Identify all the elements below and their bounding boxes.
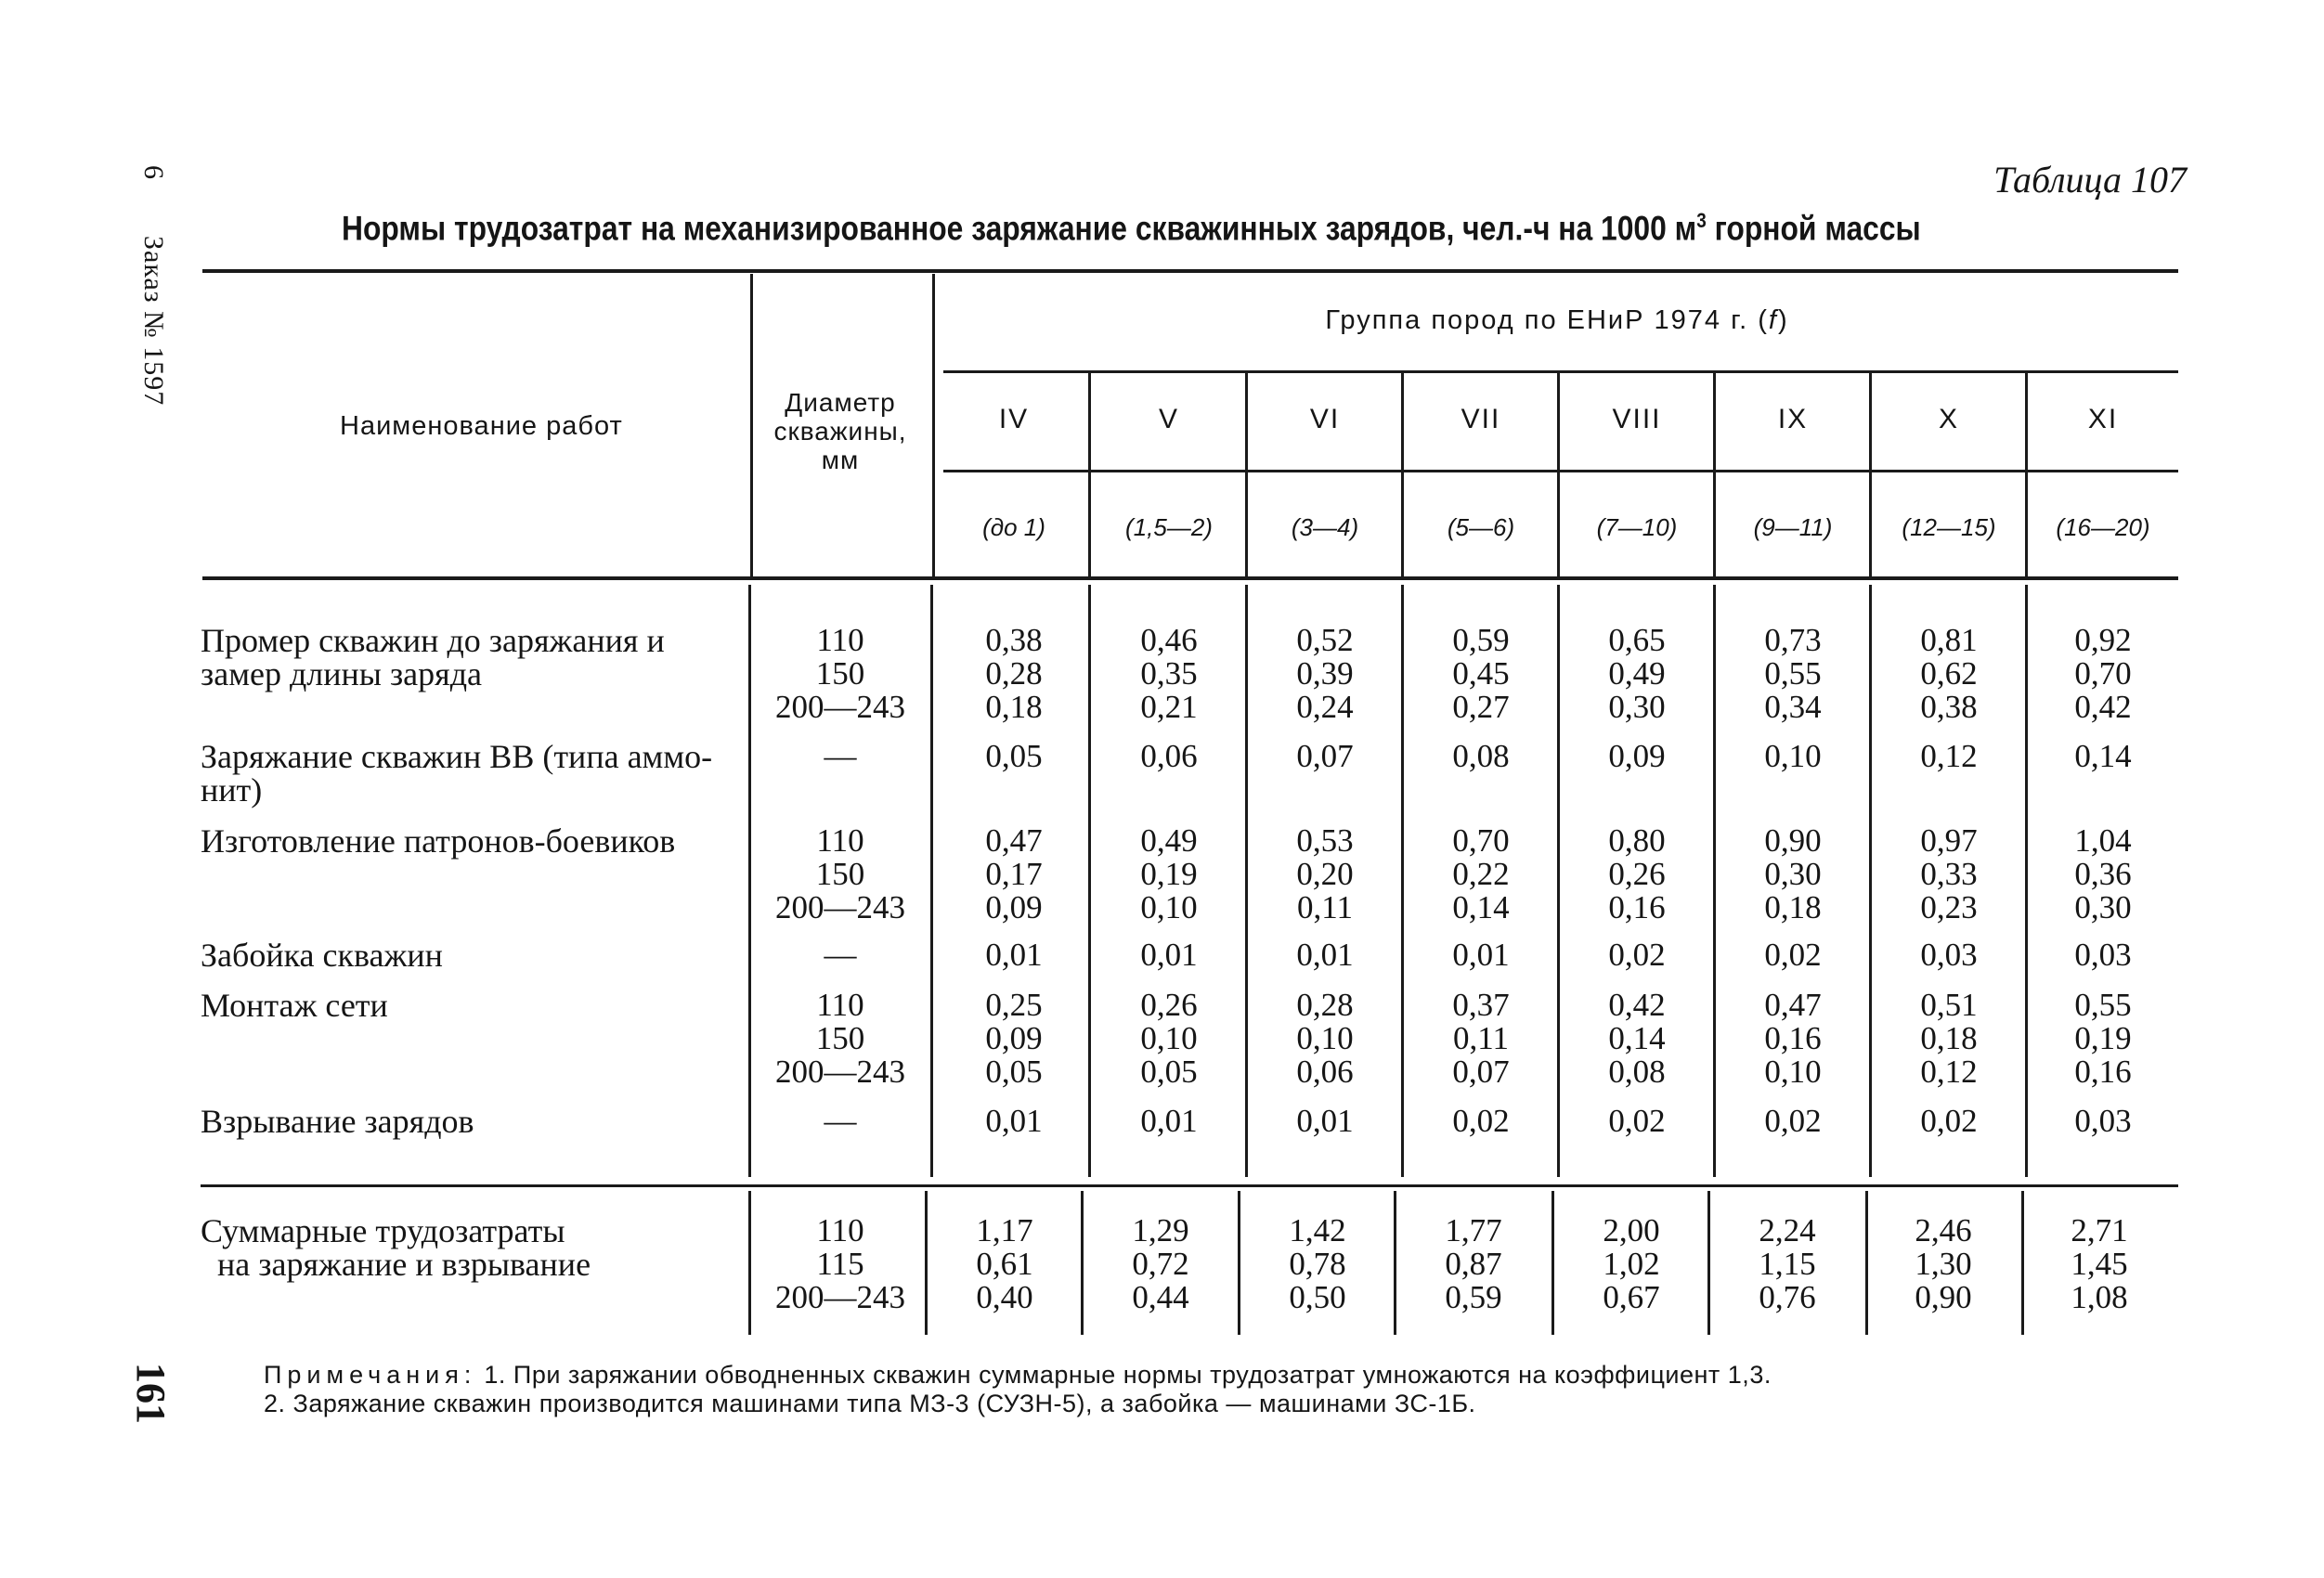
diameter-value: 110 — [816, 822, 864, 859]
norm-value: 0,01 — [985, 1103, 1043, 1139]
value-cell — [1407, 1105, 1555, 1138]
norm-value: 0,24 — [1296, 689, 1354, 725]
norm-value: 0,25 — [985, 987, 1043, 1023]
norm-value: 0,90 — [1764, 822, 1822, 859]
value-cell — [1095, 824, 1243, 925]
value-cell — [1243, 1214, 1392, 1314]
norm-value: 0,01 — [1140, 937, 1198, 973]
value-cell — [1713, 1214, 1862, 1314]
norm-value: 0,59 — [1452, 622, 1510, 658]
rule-top — [202, 269, 2178, 273]
value-cell — [1875, 740, 2023, 773]
work-name — [201, 824, 675, 858]
table-title — [342, 209, 1921, 248]
value-cell — [1719, 824, 1867, 925]
norm-value: 0,06 — [1296, 1054, 1354, 1090]
norm-value: 0,03 — [2074, 1103, 2132, 1139]
norm-value: 0,55 — [2074, 987, 2132, 1023]
value-cell — [1875, 824, 2023, 925]
margin-page-number-top: 6 — [138, 165, 169, 180]
header-diameter-line: скважины, — [773, 417, 907, 446]
rule-header-bottom — [202, 576, 2178, 580]
norm-value: 0,49 — [1140, 822, 1198, 859]
norm-value: 0,90 — [1915, 1279, 1972, 1315]
diameter-value: — — [824, 738, 857, 774]
norm-value: 0,20 — [1296, 856, 1354, 892]
norm-value: 0,30 — [1608, 689, 1666, 725]
norm-value: 0,18 — [1920, 1020, 1978, 1056]
norm-value: 0,38 — [1920, 689, 1978, 725]
norm-value: 2,46 — [1915, 1212, 1972, 1248]
work-name-line: Забойка скважин — [201, 937, 443, 974]
norm-value: 0,14 — [1608, 1020, 1666, 1056]
norm-value: 2,24 — [1759, 1212, 1816, 1248]
value-cell — [1875, 1105, 2023, 1138]
title-superscript: 3 — [1696, 209, 1707, 232]
work-name-line: Промер скважин до заряжания и — [201, 622, 665, 659]
note-text-1: 1. При заряжании обводненных скважин суммарные нормы трудозатрат умножаются на коэффициент 1,3. — [476, 1361, 1772, 1389]
norm-value: 0,11 — [1453, 1020, 1509, 1056]
group-range: (1,5—2) — [1125, 513, 1213, 541]
norm-value: 0,11 — [1297, 889, 1353, 925]
vrule-header-3 — [1088, 373, 1091, 576]
norm-value: 0,16 — [2074, 1054, 2132, 1090]
value-cell — [930, 1214, 1079, 1314]
vrule-header-1 — [750, 274, 753, 576]
vrule-total-7 — [1707, 1191, 1710, 1335]
norm-value: 0,03 — [1920, 937, 1978, 973]
work-name — [201, 740, 712, 807]
group-range: (12—15) — [1902, 513, 1996, 541]
group-range: (до 1) — [982, 513, 1045, 541]
rule-roman-under — [943, 470, 2178, 472]
norm-value: 0,02 — [1608, 937, 1666, 973]
value-cell — [1251, 624, 1399, 724]
norm-value: 0,67 — [1603, 1279, 1660, 1315]
value-cell — [1719, 989, 1867, 1089]
norm-value: 1,77 — [1445, 1212, 1502, 1248]
norm-value: 0,17 — [985, 856, 1043, 892]
group-range: (5—6) — [1447, 513, 1515, 541]
vrule-total-8 — [1865, 1191, 1868, 1335]
group-roman: VII — [1461, 404, 1501, 434]
norm-value: 0,10 — [1764, 738, 1822, 774]
norm-value: 0,08 — [1608, 1054, 1666, 1090]
value-cell — [1095, 938, 1243, 972]
diameter-value: 110 — [816, 622, 864, 658]
norm-value: 0,55 — [1764, 655, 1822, 692]
norm-value: 1,29 — [1132, 1212, 1189, 1248]
norm-value: 0,62 — [1920, 655, 1978, 692]
norm-value: 0,80 — [1608, 822, 1666, 859]
norm-value: 0,42 — [2074, 689, 2132, 725]
table-notes — [264, 1361, 1772, 1418]
norm-value: 2,71 — [2071, 1212, 2128, 1248]
norm-value: 0,36 — [2074, 856, 2132, 892]
norm-value: 0,03 — [2074, 937, 2132, 973]
group-range: (7—10) — [1596, 513, 1678, 541]
norm-value: 0,61 — [976, 1246, 1033, 1282]
value-cell — [1095, 989, 1243, 1089]
norm-value: 0,40 — [976, 1279, 1033, 1315]
norm-value: 0,34 — [1764, 689, 1822, 725]
norm-value: 1,30 — [1915, 1246, 1972, 1282]
norm-value: 0,23 — [1920, 889, 1978, 925]
value-cell — [1719, 938, 1867, 972]
table-label: Таблица 107 — [1993, 159, 2187, 200]
norm-value: 0,01 — [1140, 1103, 1198, 1139]
value-cell — [1719, 1105, 1867, 1138]
work-name-line: замер длины заряда — [201, 655, 483, 692]
norm-value: 0,53 — [1296, 822, 1354, 859]
norm-value: 0,07 — [1296, 738, 1354, 774]
header-diameter-line: мм — [821, 446, 860, 474]
norm-value: 0,73 — [1764, 622, 1822, 658]
value-cell — [940, 1105, 1088, 1138]
diameter-value: — — [824, 937, 857, 973]
work-name — [201, 624, 665, 691]
diameter-value: 150 — [815, 856, 865, 892]
norm-value: 0,01 — [1296, 937, 1354, 973]
norm-value: 0,12 — [1920, 1054, 1978, 1090]
vrule-header-8 — [1869, 373, 1872, 576]
group-roman: X — [1938, 404, 1959, 434]
norm-value: 0,59 — [1445, 1279, 1502, 1315]
value-cell — [1875, 938, 2023, 972]
header-diameter-line: Диаметр — [785, 388, 896, 417]
work-name-line: нит) — [201, 771, 263, 808]
vrule-header-4 — [1245, 373, 1248, 576]
title-suffix: горной массы — [1706, 209, 1921, 248]
norm-value: 0,52 — [1296, 622, 1354, 658]
norm-value: 0,44 — [1132, 1279, 1189, 1315]
work-name-line: Изготовление патронов-боевиков — [201, 822, 676, 860]
norm-value: 0,39 — [1296, 655, 1354, 692]
norm-value: 0,09 — [985, 889, 1043, 925]
work-name — [201, 989, 388, 1022]
vrule-total-4 — [1238, 1191, 1240, 1335]
work-name — [201, 938, 443, 972]
norm-value: 0,07 — [1452, 1054, 1510, 1090]
value-cell — [1407, 824, 1555, 925]
vrule-total-6 — [1551, 1191, 1554, 1335]
group-range: (3—4) — [1291, 513, 1359, 541]
value-cell — [1251, 824, 1399, 925]
norm-value: 0,78 — [1289, 1246, 1346, 1282]
diameter-value: 110 — [816, 1212, 864, 1248]
norm-value: 0,33 — [1920, 856, 1978, 892]
value-cell — [940, 624, 1088, 724]
norm-value: 0,30 — [1764, 856, 1822, 892]
norm-value: 0,30 — [2074, 889, 2132, 925]
group-roman: V — [1158, 404, 1179, 434]
value-cell — [1095, 1105, 1243, 1138]
vrule-header-5 — [1401, 373, 1404, 576]
value-cell — [940, 740, 1088, 773]
diameter-cell — [752, 824, 928, 925]
group-range: (16—20) — [2056, 513, 2150, 541]
vrule-body-5 — [1401, 585, 1404, 1177]
value-cell — [1563, 740, 1711, 773]
diameter-value: 150 — [815, 1020, 865, 1056]
work-name-line: на заряжание и взрывание — [201, 1246, 591, 1283]
value-cell — [1875, 624, 2023, 724]
norm-value: 0,02 — [1764, 937, 1822, 973]
norm-value: 0,72 — [1132, 1246, 1189, 1282]
value-cell — [1251, 1105, 1399, 1138]
norm-value: 0,50 — [1289, 1279, 1346, 1315]
norm-value: 0,92 — [2074, 622, 2132, 658]
vrule-total-5 — [1394, 1191, 1396, 1335]
group-roman: XI — [2087, 404, 2119, 434]
value-cell — [1407, 624, 1555, 724]
norm-value: 0,37 — [1452, 987, 1510, 1023]
value-cell — [1719, 624, 1867, 724]
vrule-body-8 — [1869, 585, 1872, 1177]
norm-value: 0,08 — [1452, 738, 1510, 774]
header-group-f: f — [1768, 305, 1778, 335]
norm-value: 0,02 — [1920, 1103, 1978, 1139]
header-diameter — [754, 388, 927, 474]
norm-value: 0,02 — [1452, 1103, 1510, 1139]
norm-value: 1,42 — [1289, 1212, 1346, 1248]
value-cell — [1251, 740, 1399, 773]
norm-value: 0,42 — [1608, 987, 1666, 1023]
norm-value: 0,18 — [985, 689, 1043, 725]
work-name — [201, 1105, 474, 1138]
norm-value: 0,09 — [1608, 738, 1666, 774]
norm-value: 1,45 — [2071, 1246, 2128, 1282]
value-cell — [1557, 1214, 1706, 1314]
diameter-cell — [752, 989, 928, 1089]
norm-value: 0,19 — [1140, 856, 1198, 892]
norm-value: 0,10 — [1296, 1020, 1354, 1056]
norm-value: 1,08 — [2071, 1279, 2128, 1315]
norm-value: 0,45 — [1452, 655, 1510, 692]
norm-value: 0,10 — [1140, 1020, 1198, 1056]
work-name-line: Монтаж сети — [201, 987, 388, 1024]
norm-value: 1,15 — [1759, 1246, 1816, 1282]
norm-value: 0,26 — [1608, 856, 1666, 892]
diameter-value: 200—243 — [775, 889, 905, 925]
vrule-header-7 — [1713, 373, 1716, 576]
norm-value: 0,81 — [1920, 622, 1978, 658]
total-name — [201, 1214, 591, 1281]
value-cell — [1407, 740, 1555, 773]
norm-value: 0,14 — [1452, 889, 1510, 925]
vrule-header-9 — [2025, 373, 2028, 576]
group-range: (9—11) — [1753, 513, 1833, 541]
norm-value: 1,17 — [976, 1212, 1033, 1248]
vrule-header-2 — [932, 274, 935, 576]
value-cell — [1095, 740, 1243, 773]
title-text: Нормы трудозатрат на механизированное заряжание скважинных зарядов, чел.-ч на 1000 м — [342, 209, 1697, 248]
norm-value: 0,14 — [2074, 738, 2132, 774]
value-cell — [1407, 989, 1555, 1089]
vrule-body-3 — [1088, 585, 1091, 1177]
vrule-body-2 — [930, 585, 933, 1177]
vrule-total-1 — [748, 1191, 751, 1335]
work-name-line: Суммарные трудозатраты — [201, 1212, 565, 1249]
norm-value: 0,47 — [1764, 987, 1822, 1023]
vrule-header-6 — [1557, 373, 1560, 576]
value-cell — [1399, 1214, 1548, 1314]
norm-value: 0,51 — [1920, 987, 1978, 1023]
diameter-value: 150 — [815, 655, 865, 692]
norm-value: 0,16 — [1764, 1020, 1822, 1056]
value-cell — [2029, 624, 2177, 724]
note-line-1 — [264, 1361, 1772, 1390]
header-work-name: Наименование работ — [340, 411, 623, 441]
norm-value: 0,09 — [985, 1020, 1043, 1056]
value-cell — [2029, 989, 2177, 1089]
norm-value: 0,47 — [985, 822, 1043, 859]
diameter-value: 200—243 — [775, 1054, 905, 1090]
value-cell — [2025, 1214, 2174, 1314]
norm-value: 0,02 — [1764, 1103, 1822, 1139]
diameter-cell — [752, 624, 928, 724]
norm-value: 0,01 — [1452, 937, 1510, 973]
margin-page-number: 161 — [128, 1363, 174, 1424]
vrule-body-4 — [1245, 585, 1248, 1177]
vrule-total-3 — [1081, 1191, 1084, 1335]
diameter-value: 200—243 — [775, 1279, 905, 1315]
norm-value: 0,35 — [1140, 655, 1198, 692]
norm-value: 0,27 — [1452, 689, 1510, 725]
norm-value: 0,97 — [1920, 822, 1978, 859]
group-roman: VIII — [1612, 404, 1662, 434]
diameter-cell — [752, 1105, 928, 1138]
norm-value: 0,70 — [1452, 822, 1510, 859]
norm-value: 0,76 — [1759, 1279, 1816, 1315]
norm-value: 0,05 — [985, 738, 1043, 774]
value-cell — [1563, 624, 1711, 724]
value-cell — [2029, 824, 2177, 925]
rule-group-under — [943, 370, 2178, 373]
diameter-value: 200—243 — [775, 689, 905, 725]
norm-value: 0,05 — [985, 1054, 1043, 1090]
diameter-cell — [752, 1214, 928, 1314]
norm-value: 0,06 — [1140, 738, 1198, 774]
norm-value: 0,28 — [985, 655, 1043, 692]
work-name-line: Заряжание скважин ВВ (типа аммо- — [201, 738, 713, 775]
rule-total-top — [201, 1184, 2178, 1187]
value-cell — [1086, 1214, 1235, 1314]
norm-value: 0,70 — [2074, 655, 2132, 692]
norm-value: 1,04 — [2074, 822, 2132, 859]
vrule-body-6 — [1557, 585, 1560, 1177]
value-cell — [2029, 740, 2177, 773]
vrule-body-7 — [1713, 585, 1716, 1177]
norm-value: 0,38 — [985, 622, 1043, 658]
norm-value: 0,19 — [2074, 1020, 2132, 1056]
diameter-cell — [752, 938, 928, 972]
norm-value: 0,28 — [1296, 987, 1354, 1023]
norm-value: 0,21 — [1140, 689, 1198, 725]
norm-value: 0,18 — [1764, 889, 1822, 925]
group-roman: IX — [1777, 404, 1809, 434]
norm-value: 0,01 — [1296, 1103, 1354, 1139]
norm-value: 1,02 — [1603, 1246, 1660, 1282]
norm-value: 0,10 — [1140, 889, 1198, 925]
norm-value: 2,00 — [1603, 1212, 1660, 1248]
vrule-total-9 — [2021, 1191, 2024, 1335]
value-cell — [1875, 989, 2023, 1089]
value-cell — [1719, 740, 1867, 773]
diameter-value: 110 — [816, 987, 864, 1023]
norm-value: 0,05 — [1140, 1054, 1198, 1090]
norm-value: 0,10 — [1764, 1054, 1822, 1090]
work-name-line: Взрывание зарядов — [201, 1103, 474, 1140]
notes-label: Примечания: — [264, 1361, 477, 1389]
value-cell — [1869, 1214, 2018, 1314]
value-cell — [1563, 824, 1711, 925]
norm-value: 0,16 — [1608, 889, 1666, 925]
value-cell — [940, 824, 1088, 925]
group-roman: VI — [1309, 404, 1341, 434]
group-roman: IV — [998, 404, 1030, 434]
norm-value: 0,02 — [1608, 1103, 1666, 1139]
norm-value: 0,12 — [1920, 738, 1978, 774]
value-cell — [1251, 989, 1399, 1089]
diameter-value: — — [824, 1103, 857, 1139]
header-rock-group — [940, 305, 2175, 336]
norm-value: 0,26 — [1140, 987, 1198, 1023]
header-group-label: Группа пород по ЕНиР 1974 г. ( — [1325, 305, 1769, 335]
value-cell — [1563, 938, 1711, 972]
diameter-value: 115 — [816, 1246, 864, 1282]
note-text-2: 2. Заряжание скважин производится машинами типа МЗ-3 (СУЗН-5), а забойка — машинами ЗС-1Б. — [264, 1390, 1476, 1417]
norm-value: 0,22 — [1452, 856, 1510, 892]
value-cell — [940, 989, 1088, 1089]
header-group-close: ) — [1777, 305, 1789, 335]
diameter-cell — [752, 740, 928, 773]
norm-value: 0,87 — [1445, 1246, 1502, 1282]
norm-value: 0,01 — [985, 937, 1043, 973]
norm-value: 0,46 — [1140, 622, 1198, 658]
value-cell — [1563, 1105, 1711, 1138]
value-cell — [1407, 938, 1555, 972]
value-cell — [2029, 1105, 2177, 1138]
value-cell — [1251, 938, 1399, 972]
norm-value: 0,65 — [1608, 622, 1666, 658]
value-cell — [2029, 938, 2177, 972]
value-cell — [1095, 624, 1243, 724]
margin-order-number: Заказ № 1597 — [138, 236, 169, 407]
margin-order-text — [137, 165, 169, 406]
value-cell — [940, 938, 1088, 972]
vrule-body-9 — [2025, 585, 2028, 1177]
value-cell — [1563, 989, 1711, 1089]
vrule-body-1 — [748, 585, 751, 1177]
norm-value: 0,49 — [1608, 655, 1666, 692]
